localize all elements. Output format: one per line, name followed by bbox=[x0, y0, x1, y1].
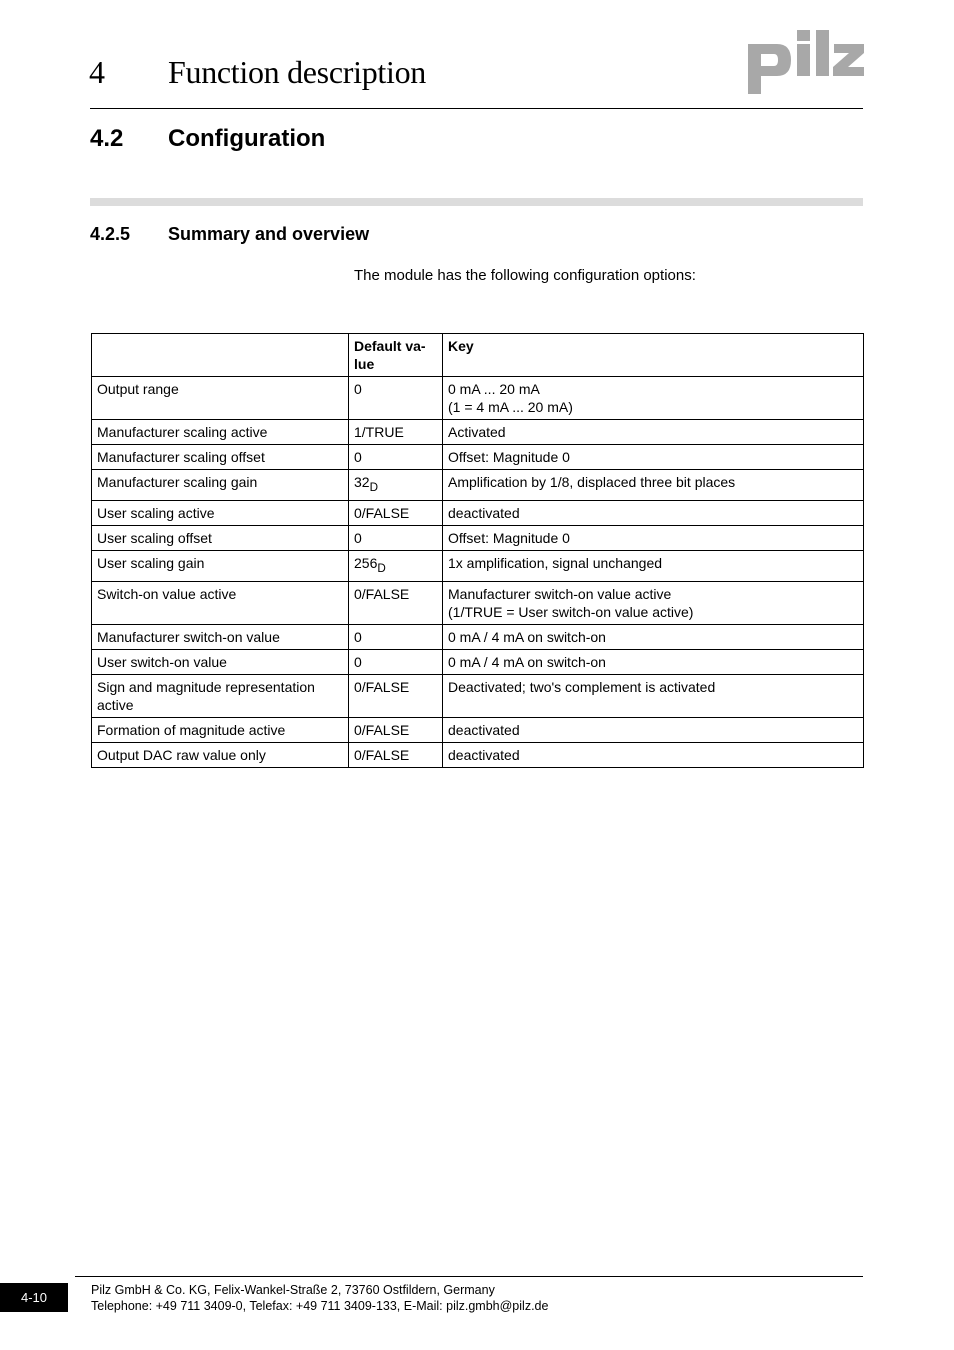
cell-parameter: Manufacturer scaling offset bbox=[92, 445, 349, 470]
cell-default-value bbox=[349, 470, 443, 501]
section-divider-bar bbox=[90, 198, 863, 206]
cell-key: Offset: Magnitude 0 bbox=[443, 525, 864, 550]
default-value-text: 0 bbox=[354, 381, 362, 397]
cell-key: 1x amplification, signal unchanged bbox=[443, 550, 864, 581]
cell-default-value bbox=[349, 649, 443, 674]
default-value-subscript: D bbox=[377, 561, 386, 575]
cell-parameter: Formation of magnitude active bbox=[92, 717, 349, 742]
table-row bbox=[92, 420, 864, 445]
cell-parameter: Output DAC raw value only bbox=[92, 742, 349, 767]
cell-key: deactivated bbox=[443, 500, 864, 525]
default-value-text: 0/FALSE bbox=[354, 678, 410, 695]
cell-parameter: User scaling active bbox=[92, 500, 349, 525]
default-value-text: 1/TRUE bbox=[354, 424, 404, 440]
pilz-logo bbox=[747, 28, 865, 96]
table-row bbox=[92, 742, 864, 767]
footer-rule bbox=[75, 1276, 863, 1277]
cell-key: Activated bbox=[443, 420, 864, 445]
table-row bbox=[92, 649, 864, 674]
table-row bbox=[92, 525, 864, 550]
cell-key: deactivated bbox=[443, 717, 864, 742]
table-row bbox=[92, 445, 864, 470]
cell-default-value bbox=[349, 717, 443, 742]
cell-parameter: Manufacturer scaling gain bbox=[92, 470, 349, 501]
header-parameter bbox=[92, 334, 349, 377]
cell-default-value bbox=[349, 581, 443, 624]
cell-parameter: Manufacturer scaling active bbox=[92, 420, 349, 445]
table-row bbox=[92, 550, 864, 581]
cell-default-value bbox=[349, 742, 443, 767]
cell-parameter: Output range bbox=[92, 377, 349, 420]
chapter-title: Function description bbox=[168, 54, 426, 90]
subsection-number: 4.2.5 bbox=[90, 224, 131, 244]
table-row bbox=[92, 717, 864, 742]
header-default-value: Default va- lue bbox=[349, 334, 443, 377]
footer-contact: Telephone: +49 711 3409-0, Telefax: +49 711 3409-133, E-Mail: pilz.gmbh@pilz.de bbox=[91, 1299, 549, 1313]
cell-default-value bbox=[349, 674, 443, 717]
table-row bbox=[92, 624, 864, 649]
default-value-text: 0 bbox=[354, 529, 362, 546]
chapter-number: 4 bbox=[89, 54, 105, 90]
cell-key: deactivated bbox=[443, 742, 864, 767]
section-number: 4.2 bbox=[90, 125, 124, 152]
cell-parameter: User scaling offset bbox=[92, 525, 349, 550]
table-row bbox=[92, 581, 864, 624]
cell-key: 0 mA ... 20 mA (1 = 4 mA ... 20 mA) bbox=[443, 377, 864, 420]
cell-key: Deactivated; two's complement is activated bbox=[443, 674, 864, 717]
cell-parameter: Manufacturer switch-on value bbox=[92, 624, 349, 649]
cell-default-value bbox=[349, 500, 443, 525]
default-value-text: 0 bbox=[354, 449, 362, 465]
cell-default-value bbox=[349, 445, 443, 470]
cell-parameter: Sign and magnitude representation active bbox=[92, 674, 349, 717]
cell-default-value bbox=[349, 377, 443, 420]
cell-default-value bbox=[349, 550, 443, 581]
cell-key: 0 mA / 4 mA on switch-on bbox=[443, 624, 864, 649]
table-body bbox=[92, 377, 864, 768]
cell-parameter: User switch-on value bbox=[92, 649, 349, 674]
table-row bbox=[92, 470, 864, 501]
default-value-text: 0/FALSE bbox=[354, 585, 410, 602]
table-row bbox=[92, 500, 864, 525]
cell-key: Offset: Magnitude 0 bbox=[443, 445, 864, 470]
table-row bbox=[92, 674, 864, 717]
cell-key: Amplification by 1/8, displaced three bit places bbox=[443, 470, 864, 501]
page-number: 4-10 bbox=[0, 1283, 68, 1312]
cell-parameter: User scaling gain bbox=[92, 550, 349, 581]
default-value-text: 0 bbox=[354, 628, 362, 645]
default-value-text: 0 bbox=[354, 653, 362, 670]
section-title: Configuration bbox=[168, 125, 326, 152]
footer-address: Pilz GmbH & Co. KG, Felix-Wankel-Straße 2, 73760 Ostfildern, Germany bbox=[91, 1283, 495, 1297]
subsection-title: Summary and overview bbox=[168, 224, 370, 244]
cell-parameter: Switch-on value active bbox=[92, 581, 349, 624]
default-value-text: 32 bbox=[354, 474, 370, 490]
intro-text: The module has the following configuration options: bbox=[354, 267, 696, 284]
default-value-text: 256 bbox=[354, 554, 378, 571]
cell-default-value bbox=[349, 624, 443, 649]
cell-key: Manufacturer switch-on value active (1/TRUE = User switch-on value active) bbox=[443, 581, 864, 624]
header-key: Key bbox=[443, 334, 864, 377]
header-rule bbox=[90, 108, 863, 109]
default-value-subscript: D bbox=[369, 480, 378, 494]
configuration-table bbox=[91, 333, 864, 768]
cell-key: 0 mA / 4 mA on switch-on bbox=[443, 649, 864, 674]
default-value-text: 0/FALSE bbox=[354, 746, 410, 763]
cell-default-value bbox=[349, 525, 443, 550]
default-value-text: 0/FALSE bbox=[354, 504, 410, 521]
table-header-row bbox=[92, 334, 864, 377]
default-value-text: 0/FALSE bbox=[354, 721, 410, 738]
table-row bbox=[92, 377, 864, 420]
cell-default-value bbox=[349, 420, 443, 445]
